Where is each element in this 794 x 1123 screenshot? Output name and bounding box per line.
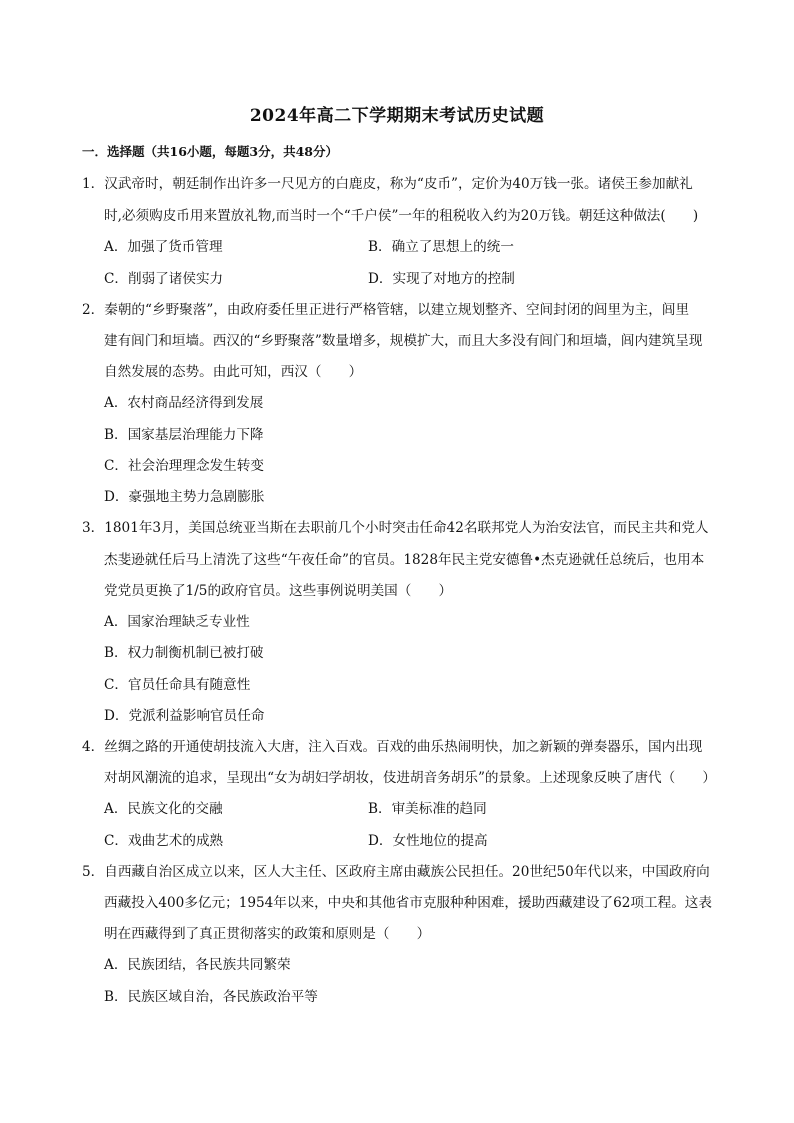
question-2-option-b[interactable]: B．国家基层治理能力下降 <box>104 427 264 443</box>
section-header: 一．选择题（共16小题，每题3分，共48分） <box>82 144 338 159</box>
question-4-option-b[interactable]: B．审美标准的趋同 <box>368 801 487 817</box>
question-3-line-2: 杰斐逊就任后马上清洗了这些“午夜任命”的官员。1828年民主党安德鲁•杰克逊就任总统后，也用本 <box>104 552 705 568</box>
question-3-line-1: 3．1801年3月，美国总统亚当斯在去职前几个小时突击任命42名联邦党人为治安法官，而民主共和党人 <box>82 520 709 536</box>
question-1-option-a[interactable]: A．加强了货币管理 <box>104 239 223 255</box>
question-4-line-1: 4．丝绸之路的开通使胡技流入大唐，注入百戏。百戏的曲乐热闹明快，加之新颖的弹奏器乐，国内出现 <box>82 739 703 755</box>
question-5-line-3: 明在西藏得到了真正贯彻落实的政策和原则是（ ） <box>104 926 431 942</box>
question-3-option-a[interactable]: A．国家治理缺乏专业性 <box>104 614 250 630</box>
question-3-option-c[interactable]: C．官员任命具有随意性 <box>104 677 251 693</box>
question-5-line-1: 5．自西藏自治区成立以来，区人大主任、区政府主席由藏族公民担任。20世纪50年代以来，中国政府向 <box>82 864 710 880</box>
question-2-option-c[interactable]: C．社会治理理念发生转变 <box>104 458 264 474</box>
question-4-option-a[interactable]: A．民族文化的交融 <box>104 801 223 817</box>
exam-title: 2024年高二下学期期末考试历史试题 <box>249 106 545 126</box>
question-2-line-2: 建有闾门和垣墙。西汉的“乡野聚落”数量增多，规模扩大，而且大多没有闾门和垣墙，闾内建筑呈现 <box>104 333 703 349</box>
question-1-option-b[interactable]: B．确立了思想上的统一 <box>368 239 514 255</box>
question-2-option-a[interactable]: A．农村商品经济得到发展 <box>104 395 264 411</box>
question-1-line-1: 1．汉武帝时，朝廷制作出许多一尺见方的白鹿皮，称为“皮币”，定价为40万钱一张。诸侯王参加献礼 <box>82 176 693 192</box>
question-3-option-b[interactable]: B．权力制衡机制已被打破 <box>104 645 264 661</box>
question-5-option-a[interactable]: A．民族团结，各民族共同繁荣 <box>104 957 291 973</box>
question-4-option-d[interactable]: D．女性地位的提高 <box>368 833 488 849</box>
question-4-line-2: 对胡风潮流的追求，呈现出“女为胡妇学胡妆，伎进胡音务胡乐”的景象。上述现象反映了唐代（ ） <box>104 770 717 786</box>
question-5-line-2: 西藏投入400多亿元；1954年以来，中央和其他省市克服种种困难，援助西藏建设了62项工程。这表 <box>104 895 712 911</box>
question-1-option-d[interactable]: D．实现了对地方的控制 <box>368 271 515 287</box>
question-2-option-d[interactable]: D．豪强地主势力急剧膨胀 <box>104 489 265 505</box>
question-3-option-d[interactable]: D．党派利益影响官员任命 <box>104 708 265 724</box>
question-1-option-c[interactable]: C．削弱了诸侯实力 <box>104 271 224 287</box>
question-2-line-1: 2．秦朝的“乡野聚落”，由政府委任里正进行严格管辖，以建立规划整齐、空间封闭的闾里为主，闾里 <box>82 302 690 318</box>
question-4-option-c[interactable]: C．戏曲艺术的成熟 <box>104 833 224 849</box>
question-1-line-2: 时,必须购皮币用来置放礼物,而当时一个“千户侯”一年的租税收入约为20万钱。朝廷这种做法( ) <box>104 208 699 224</box>
question-3-line-3: 党党员更换了1/5的政府官员。这些事例说明美国（ ） <box>104 583 453 599</box>
question-2-line-3: 自然发展的态势。由此可知，西汉（ ） <box>104 364 363 380</box>
question-5-option-b[interactable]: B．民族区域自治，各民族政治平等 <box>104 989 318 1005</box>
